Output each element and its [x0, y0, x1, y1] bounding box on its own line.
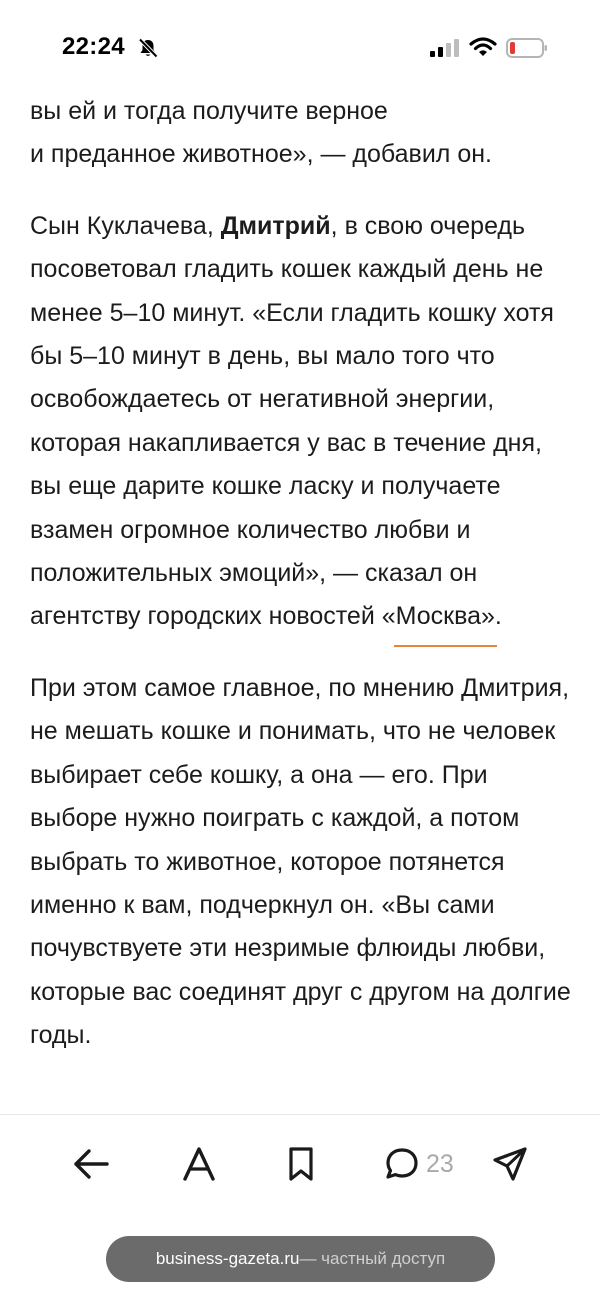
person-name: Дмитрий: [220, 211, 331, 240]
share-button[interactable]: [486, 1140, 534, 1188]
comments-button[interactable]: [384, 1140, 454, 1188]
p1-line2: и преданное животное», — добавил он.: [30, 140, 492, 169]
url-access-note: — частный доступ: [299, 1249, 446, 1268]
bookmark-icon: [285, 1146, 317, 1182]
signal-icon: [429, 38, 459, 58]
bell-slash-icon: [137, 37, 159, 59]
font-size-button[interactable]: [175, 1140, 223, 1188]
moskva-agency-link[interactable]: «Москва»: [382, 595, 495, 638]
battery-low-icon: [506, 37, 548, 59]
wifi-icon: [469, 36, 497, 58]
status-bar: [0, 0, 600, 96]
back-button[interactable]: [67, 1140, 115, 1188]
article-paragraph-1: [30, 90, 575, 177]
comment-icon: [384, 1146, 420, 1182]
p1-line1: вы ей и тогда получите верное: [30, 97, 388, 125]
bookmark-button[interactable]: [277, 1140, 325, 1188]
comment-count: 23: [426, 1149, 454, 1178]
status-time: 22:24: [62, 33, 125, 60]
p2-end: .: [494, 602, 502, 631]
url-bar[interactable]: [106, 1236, 495, 1282]
back-arrow-icon: [71, 1144, 111, 1184]
article-paragraph-2: [30, 205, 575, 639]
font-size-icon: [181, 1146, 217, 1182]
p2-pre: Сын Куклачева,: [30, 211, 221, 240]
url-domain: business-gazeta.ru: [155, 1249, 300, 1268]
share-icon: [491, 1145, 529, 1183]
article-paragraph-3: При этом самое главное, по мнению Дмитрия, не мешать кошке и понимать, что не человек выбирает себе кошку, а она — его. При выборе нужно поиграть с каждой, а потом выбрать то животное, которое потянется именно к вам, подчеркнул он. «Вы сами почувствуете эти незримые флюиды любви, которые вас соединят друг с другом на долгие годы.: [30, 673, 571, 1050]
article-body: [30, 90, 575, 1114]
p2-post: , в свою очередь посоветовал гладить кошек каждый день не менее 5–10 минут. «Если гладить кошку хотя бы 5–10 минут в день, вы мало того что освобождаетесь от негативной энергии, которая накапливается у вас в течение дня, вы еще дарите кошке ласку и получаете взамен огромное количество любви и положительных эмоций», — сказал он агентству городских новостей: [30, 211, 554, 631]
